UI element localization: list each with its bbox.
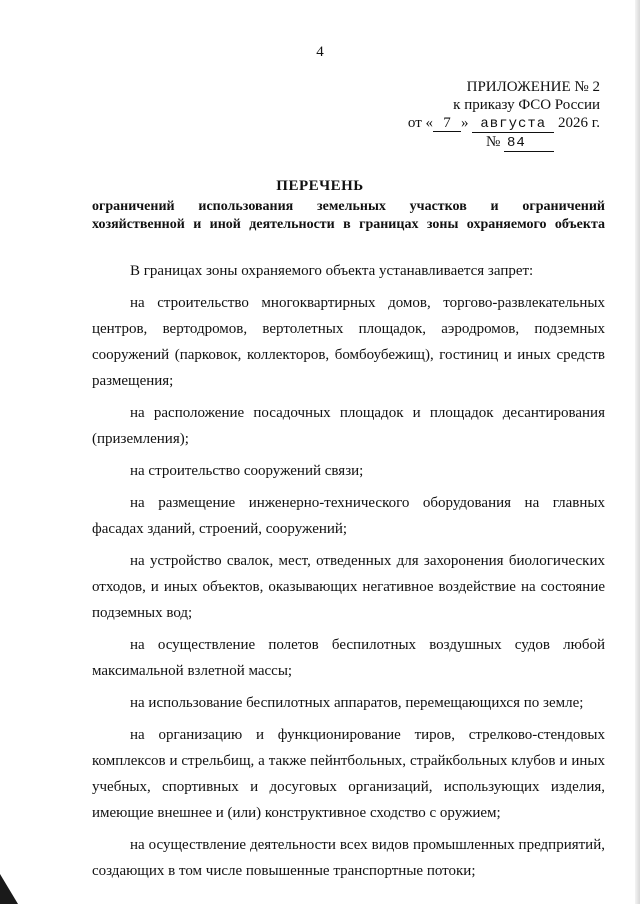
date-month-field: августа (472, 117, 554, 133)
number-prefix: № (485, 134, 501, 150)
restriction-item: на использование беспилотных аппаратов, перемещающихся по земле; (130, 695, 584, 711)
document-subtitle (92, 198, 605, 234)
scan-corner-mark (0, 874, 18, 904)
document-title: ПЕРЕЧЕНЬ (276, 178, 364, 194)
restriction-item: на осуществление полетов беспилотных воздушных судов любой максимальной взлетной массы; (92, 637, 605, 679)
appendix-number-line (350, 133, 600, 152)
restriction-item: на осуществление деятельности всех видов промышленных предприятий, создающих в том числе повышенные транспортные потоки; (92, 837, 605, 879)
appendix-date-line (350, 114, 600, 133)
appendix-title: ПРИЛОЖЕНИЕ № 2 (466, 79, 600, 95)
restriction-item: на размещение инженерно-технического оборудования на главных фасадах зданий, строений, сооружений; (92, 495, 605, 537)
subtitle-line-1: ограничений использования земельных участков и ограничений (92, 199, 605, 214)
date-mid: » (461, 115, 469, 131)
page-number: 4 (316, 44, 324, 60)
intro-paragraph: В границах зоны охраняемого объекта устанавливается запрет: (130, 263, 534, 279)
restriction-item: на организацию и функционирование тиров, стрелково-стендовых комплексов и стрельбищ, а также пейнтбольных, страйкбольных клубов и иных учебных, спортивных и досуговых организаций, использующих изделия, имеющие внешнее и (или) конструктивное сходство с оружием; (92, 727, 605, 821)
appendix-header (350, 78, 600, 152)
number-field: 84 (504, 136, 554, 152)
restriction-item: на строительство сооружений связи; (130, 463, 364, 479)
restriction-item: на устройство свалок, мест, отведенных для захоронения биологических отходов, и иных объектов, оказывающих негативное воздействие на состояние подземных вод; (92, 553, 605, 621)
subtitle-line-2: хозяйственной и иной деятельности в границах зоны охраняемого объекта (92, 217, 605, 232)
date-year: 2026 г. (558, 115, 600, 131)
restriction-item: на расположение посадочных площадок и площадок десантирования (приземления); (92, 405, 605, 447)
date-day-field: 7 (433, 116, 461, 132)
document-body (92, 258, 605, 890)
date-prefix: от « (407, 115, 434, 131)
scan-page-edge (635, 0, 640, 904)
appendix-order-reference: к приказу ФСО России (453, 97, 600, 113)
restriction-item: на строительство многоквартирных домов, торгово-развлекательных центров, вертодромов, вертолетных площадок, аэродромов, подземных сооружений (парковок, коллекторов, бомбоубежищ), гостиниц и иных средств размещения; (92, 295, 605, 389)
